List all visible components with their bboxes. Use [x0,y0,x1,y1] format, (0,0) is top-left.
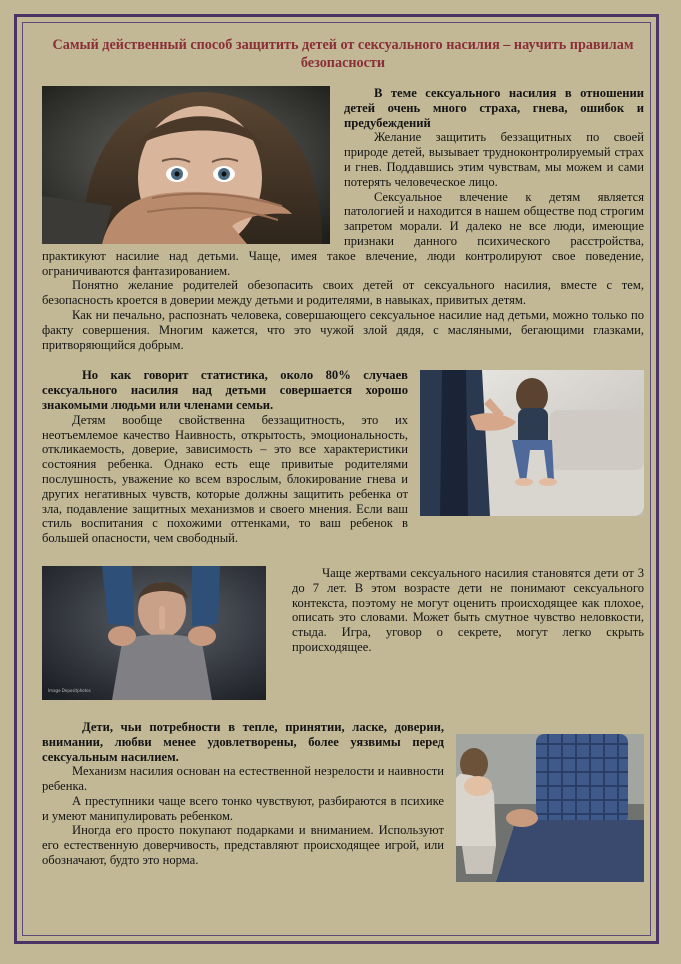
section-statistics [42,368,644,546]
section-vulnerability-p3: Иногда его просто покупают подарками и вниманием. Используют его естественную доверчивость, представляют происходящее игрой, или обозначают, будто это норма. [42,823,444,868]
section-age-p1: Чаще жертвами сексуального насилия становятся дети от 3 до 7 лет. В этом возрасте дети не понимают сексуального контекста, поэтому не могут оценить происходящее как плохое, описать это словами. Может быть смутное чувство неловкости, стыда. Игра, уговор о секрете, могут легко скрыть происходящее. [292,565,644,654]
section-intro-p2: Сексуальное влечение к детям является патологией и находится в нашем обществе под строгим запретом морали. И далеко не все люди, имеющие признаки данного психического расстройства, практикуют насилие над детьми. Чаще, имея такое влечение, люди контролируют свое поведение, ограничиваются фантазированием. [42,189,644,278]
section-vulnerability-heading: Дети, чьи потребности в тепле, принятии, ласке, доверии, внимании, любви менее удовлетворены, более уязвимы перед сексуальным насилием. [42,719,444,764]
section-statistics-heading: Но как говорит статистика, около 80% случаев сексуального насилия над детьми совершается хорошо знакомыми людьми или членами семьи. [42,368,408,412]
section-intro-p3: Понятно желание родителей обезопасить своих детей от сексуального насилия, вместе с тем, безопасность кроется в доверии между детьми и родителями, в навыках, привитых детям. [42,278,644,308]
section-vulnerability [42,720,644,886]
section-vulnerability-p2: А преступники чаще всего тонко чувствуют, разбираются в психике и умеют манипулировать ребенком. [42,793,444,823]
section-intro [42,86,644,352]
scolding-parent-photo [420,370,644,516]
article-title: Самый действенный способ защитить детей от сексуального насилия – научить правилам безопасности [52,37,634,71]
section-intro-p4: Как ни печально, распознать человека, совершающего сексуальное насилие над детьми, можно только по факту совершения. Многим кажется, что это чужой злой дядя, с масляными, бегающими глазками, притворяющийся добрым. [42,307,644,352]
section-intro-p1: Желание защитить беззащитных по своей природе детей, вызывает трудноконтролируемый страх и гнев. Поддавшись этим чувствам, мы можем и сами потерять человеческое лицо. [344,130,644,189]
section-intro-heading: В теме сексуального насилия в отношении детей очень много страха, гнева, ошибок и предубеждений [344,86,644,130]
shushing-child-photo [42,566,266,700]
section-age [42,566,644,706]
girl-mouth-covered-photo [42,86,330,244]
photo-watermark: Image Depositphotos [48,687,91,693]
section-vulnerability-p1: Механизм насилия основан на естественной незрелости и наивности ребенка. [42,764,444,794]
article [42,36,644,886]
section-statistics-p1: Детям вообще свойственна беззащитность, это их неотъемлемое качество Наивность, открытость, эмоциональность, откликаемость, доверие, зависимость – это все характеристики состояния ребенка. Однако есть еще привитые родителями послушность, уважение ко всем взрослым, блокирование гнева и других негативных чувств, которые должны защитить ребенка от зла, подавление защитных механизмов и своего мнения. Если ваш стиль воспитания с похожими оттенками, то ваш ребенок в большей опасности, чем свободный. [42,412,408,546]
sad-child-with-adult-photo [456,734,644,882]
